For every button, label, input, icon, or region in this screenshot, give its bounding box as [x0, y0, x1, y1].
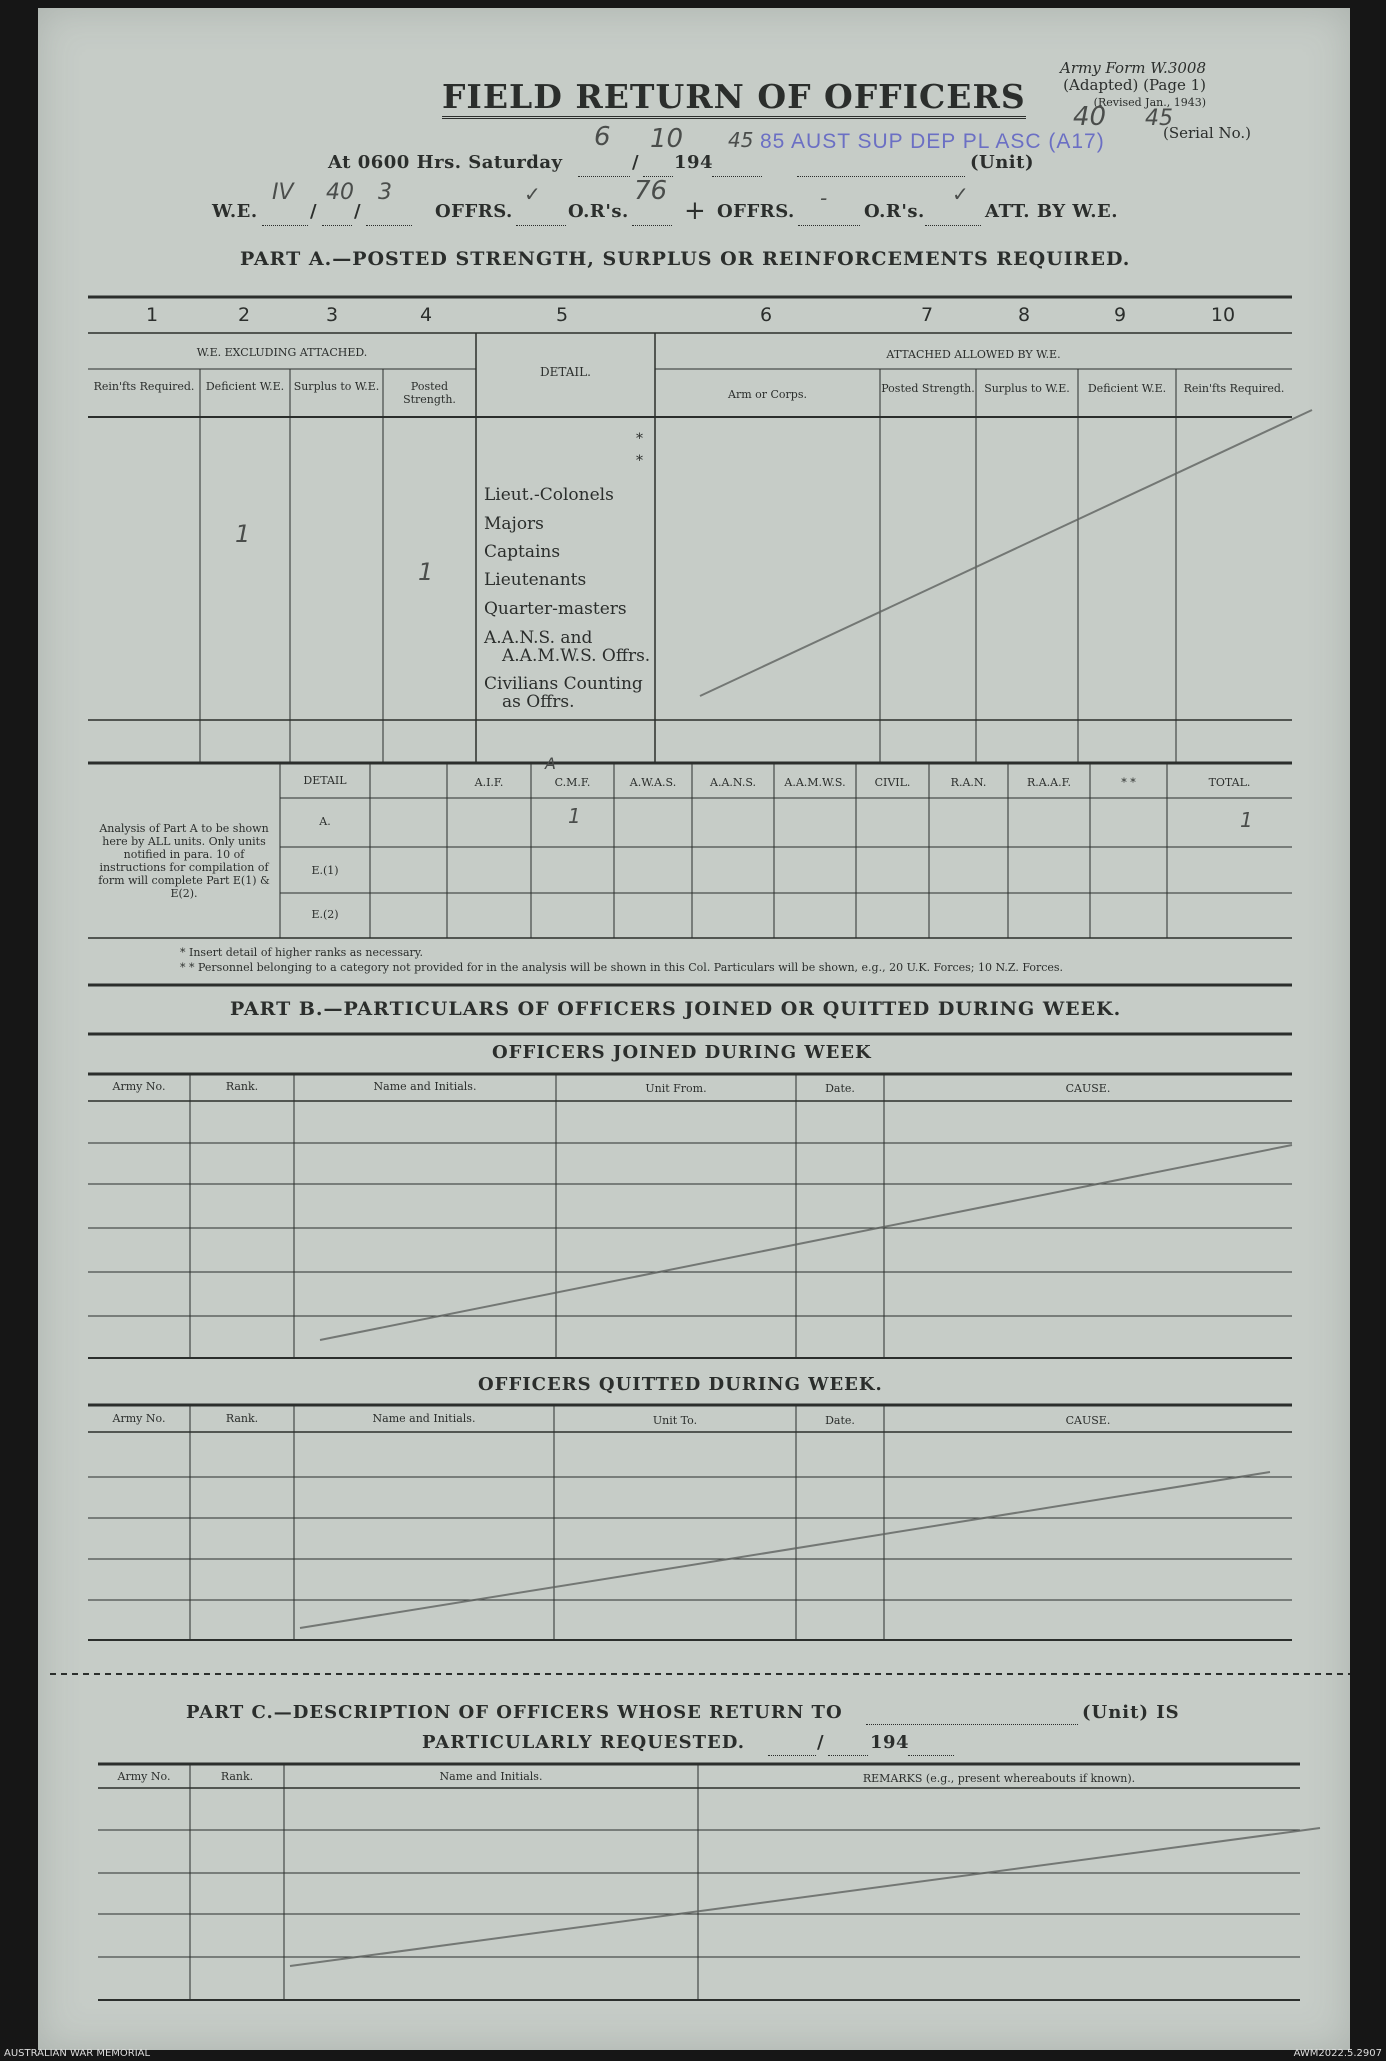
joined-th-name: Name and Initials.	[373, 1080, 477, 1093]
analysis-col-total: TOTAL.	[1208, 776, 1251, 789]
analysis-col-other: * *	[1121, 776, 1136, 789]
part-c-title-c: PARTICULARLY REQUESTED.	[422, 1732, 745, 1753]
year-prefix: 194	[674, 152, 714, 173]
we-excluding-header: W.E. EXCLUDING ATTACHED.	[196, 346, 368, 359]
handwritten-att-ors: ✓	[952, 182, 969, 206]
handwritten-ors: 76	[634, 176, 668, 206]
rank-stars	[636, 428, 643, 472]
handwritten-cmf-a: 1	[568, 804, 581, 828]
partc-th-rank: Rank.	[220, 1770, 254, 1783]
col-number: 2	[237, 304, 251, 326]
att-offrs-label: OFFRS.	[717, 201, 795, 222]
handwritten-month: 10	[650, 124, 684, 154]
form-adapted: (Adapted) (Page 1)	[1063, 76, 1206, 94]
th-posted-strength: Posted Strength.	[403, 380, 456, 406]
we-field-3[interactable]	[366, 205, 412, 226]
part-c-unit-field[interactable]	[866, 1704, 1078, 1725]
we-field-1[interactable]	[262, 205, 308, 226]
th-posted-strength-att: Posted Strength.	[881, 382, 975, 395]
quitted-th-army-no: Army No.	[112, 1412, 166, 1425]
analysis-col-aamws: A.A.M.W.S.	[784, 776, 846, 789]
star-marker: *	[636, 453, 643, 469]
footnote-other-category: * * Personnel belonging to a category not provided for in the analysis will be shown in this Col. Particulars will be shown, e.g., 20 U.K. Forces; 10 N.Z. Forces.	[180, 961, 1064, 974]
analysis-row-e1: E.(1)	[311, 864, 339, 877]
part-c-month-field[interactable]	[828, 1735, 868, 1756]
we-label: W.E.	[212, 201, 258, 222]
form-title: FIELD RETURN OF OFFICERS	[442, 78, 1026, 119]
offrs-label: OFFRS.	[435, 201, 513, 222]
analysis-col-raaf: R.A.A.F.	[1026, 776, 1072, 789]
plus-sign: +	[684, 196, 706, 226]
form-revised: (Revised Jan., 1943)	[1093, 96, 1206, 109]
footer-right: AWM2022.5.2907	[1293, 2048, 1382, 2059]
rank-captains: Captains	[484, 542, 561, 562]
col-number: 10	[1210, 304, 1236, 326]
analysis-detail-header: DETAIL	[303, 774, 347, 787]
handwritten-we-b: 40	[326, 180, 354, 205]
th-reinfts-required: Rein'fts Required.	[93, 380, 195, 393]
offrs-field[interactable]	[516, 205, 566, 226]
th-surplus-we: Surplus to W.E.	[293, 380, 380, 393]
handwritten-day: 6	[594, 122, 611, 152]
date-slash: /	[632, 152, 640, 173]
rank-as-offrs: as Offrs.	[502, 692, 575, 712]
joined-title: OFFICERS JOINED DURING WEEK	[492, 1042, 872, 1063]
part-b-title: PART B.—PARTICULARS OF OFFICERS JOINED OR QUITTED DURING WEEK.	[230, 998, 1122, 1020]
col-number: 8	[1017, 304, 1031, 326]
th-reinfts-required-att: Rein'fts Required.	[1183, 382, 1285, 395]
joined-th-date: Date.	[825, 1082, 855, 1095]
unit-label: (Unit)	[970, 152, 1034, 173]
att-offrs-field[interactable]	[798, 205, 860, 226]
part-a-title: PART A.—POSTED STRENGTH, SURPLUS OR REINFORCEMENTS REQUIRED.	[240, 248, 1131, 270]
partc-th-remarks: REMARKS (e.g., present whereabouts if known).	[862, 1772, 1136, 1785]
quitted-th-unit-to: Unit To.	[652, 1414, 698, 1427]
month-field[interactable]	[643, 156, 673, 177]
handwritten-we-c: 3	[378, 180, 392, 205]
form-number: Army Form W.3008	[1060, 59, 1206, 77]
col-number: 7	[920, 304, 934, 326]
ors-field[interactable]	[632, 205, 672, 226]
handwritten-we-a: IV	[272, 180, 294, 205]
day-field[interactable]	[578, 156, 630, 177]
serial-label: (Serial No.)	[1163, 124, 1251, 142]
joined-th-army-no: Army No.	[112, 1080, 166, 1093]
joined-th-cause: CAUSE.	[1065, 1082, 1111, 1095]
analysis-col-civil: CIVIL.	[874, 776, 911, 789]
rank-civilians: Civilians Counting	[484, 674, 643, 694]
star-marker: *	[636, 431, 643, 447]
col-number: 3	[325, 304, 339, 326]
analysis-col-aans: A.A.N.S.	[710, 776, 756, 789]
we-field-2[interactable]	[322, 205, 352, 226]
part-c-year-field[interactable]	[908, 1735, 954, 1756]
col-number: 1	[145, 304, 159, 326]
handwritten-serial-b: 45	[1145, 106, 1173, 131]
col-number: 6	[759, 304, 773, 326]
analysis-col-ran: R.A.N.	[950, 776, 987, 789]
rank-list	[484, 484, 654, 713]
col-number: 5	[555, 304, 569, 326]
handwritten-col2: 1	[235, 520, 251, 548]
attached-header: ATTACHED ALLOWED BY W.E.	[886, 348, 1061, 361]
analysis-col-aif: A.I.F.	[474, 776, 504, 789]
handwritten-serial-a: 40	[1073, 102, 1107, 132]
ors-label: O.R's.	[568, 201, 629, 222]
th-deficient-we: Deficient W.E.	[205, 380, 285, 393]
analysis-col-awas: A.W.A.S.	[629, 776, 677, 789]
detail-header: DETAIL.	[540, 365, 591, 379]
partc-th-army-no: Army No.	[117, 1770, 171, 1783]
handwritten-cmf-tick: A	[545, 754, 556, 773]
part-c-title-b: (Unit) IS	[1082, 1702, 1180, 1723]
rank-majors: Majors	[484, 514, 544, 534]
analysis-row-e2: E.(2)	[311, 908, 339, 921]
rank-lieut-colonels: Lieut.-Colonels	[484, 485, 614, 505]
analysis-row-a: A.	[319, 815, 331, 828]
part-c-day-field[interactable]	[768, 1735, 816, 1756]
quitted-title: OFFICERS QUITTED DURING WEEK.	[478, 1374, 883, 1395]
quitted-th-cause: CAUSE.	[1065, 1414, 1111, 1427]
handwritten-year: 45	[728, 128, 754, 152]
th-surplus-we-att: Surplus to W.E.	[984, 382, 1070, 395]
col-number: 4	[419, 304, 433, 326]
quitted-th-date: Date.	[825, 1414, 855, 1427]
footnote-higher-ranks: * Insert detail of higher ranks as necessary.	[180, 946, 424, 959]
part-c-slash: /	[817, 1732, 825, 1753]
handwritten-col4: 1	[418, 558, 434, 586]
joined-th-unit-from: Unit From.	[645, 1082, 707, 1095]
quitted-th-name: Name and Initials.	[372, 1412, 476, 1425]
year-field[interactable]	[712, 156, 762, 177]
part-c-title-a: PART C.—DESCRIPTION OF OFFICERS WHOSE RETURN TO	[186, 1702, 843, 1723]
att-ors-field[interactable]	[925, 205, 981, 226]
part-c-year-prefix: 194	[870, 1732, 910, 1753]
unit-field[interactable]	[797, 156, 965, 177]
rank-aans: A.A.N.S. and	[484, 628, 593, 648]
rank-quarter-masters: Quarter-masters	[484, 599, 627, 619]
analysis-col-cmf: C.M.F.	[554, 776, 591, 789]
footer-left: AUSTRALIAN WAR MEMORIAL	[4, 2048, 151, 2059]
handwritten-offrs: ✓	[524, 182, 541, 206]
col-number: 9	[1113, 304, 1127, 326]
analysis-note: Analysis of Part A to be shown here by ALL units. Only units notified in para. 10 of instructions for compilation of form will complete Part E(1) & E(2).	[98, 822, 270, 900]
at-hours-label: At 0600 Hrs. Saturday	[328, 152, 563, 173]
rank-lieutenants: Lieutenants	[484, 570, 587, 590]
att-by-we-label: ATT. BY W.E.	[985, 201, 1119, 222]
unit-stamp: 85 AUST SUP DEP PL ASC (A17)	[760, 130, 1105, 153]
quitted-th-rank: Rank.	[225, 1412, 259, 1425]
joined-th-rank: Rank.	[225, 1080, 259, 1093]
partc-th-name: Name and Initials.	[439, 1770, 543, 1783]
handwritten-total-a: 1	[1240, 808, 1253, 832]
rank-aamws: A.A.M.W.S. Offrs.	[502, 646, 651, 666]
th-deficient-we-att: Deficient W.E.	[1087, 382, 1167, 395]
th-arm-corps: Arm or Corps.	[728, 388, 807, 401]
handwritten-att-offrs: -	[820, 186, 828, 210]
att-ors-label: O.R's.	[864, 201, 925, 222]
